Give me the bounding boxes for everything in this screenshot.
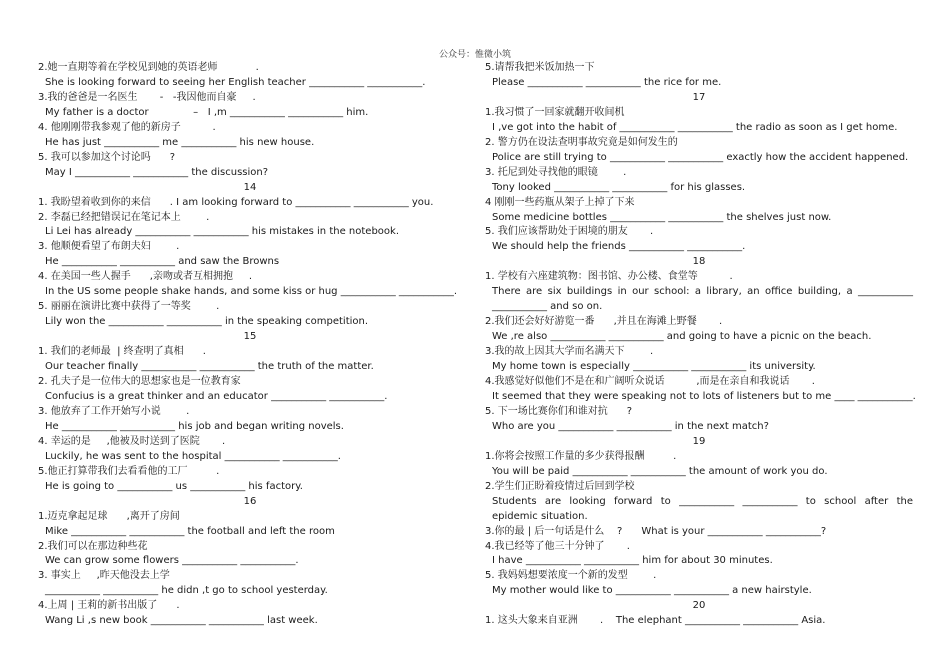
english-blank-sentence: There are six buildings in our school: a library, an office building, a ___________ bbox=[492, 286, 913, 298]
english-blank-sentence: May I ___________ ___________ the discussion? bbox=[45, 166, 269, 178]
page-header: 公众号：惟微小筑 bbox=[438, 50, 511, 60]
english-blank-sentence: Confucius is a great thinker and an educator ___________ ___________. bbox=[45, 390, 388, 402]
chinese-prompt: 5.他正打算带我们去看看他的工厂 . bbox=[38, 465, 220, 477]
english-blank-sentence: ___________ ___________ he didn ,t go to school yesterday. bbox=[45, 585, 328, 597]
chinese-prompt: 1. 我们的老师最 | 终查明了真相 . bbox=[38, 346, 206, 358]
chinese-prompt: 4.我已经等了他三十分钟了 . bbox=[485, 540, 630, 552]
english-blank-sentence: Wang Li ,s new book ___________ ___________ last week. bbox=[45, 615, 318, 627]
english-blank-sentence: Some medicine bottles ___________ ___________ the shelves just now. bbox=[492, 211, 832, 223]
english-blank-sentence: Police are still trying to ___________ ___________ exactly how the accident happened. bbox=[492, 151, 909, 163]
chinese-prompt: 1. 学校有六座建筑物：图书馆、办公楼、食堂等 . bbox=[485, 271, 733, 283]
chinese-prompt: 2. 李磊已经把错误记在笔记本上 . bbox=[38, 211, 210, 223]
chinese-prompt: 2.我们可以在那边种些花 bbox=[38, 540, 148, 552]
section-number: 14 bbox=[243, 181, 257, 193]
section-number: 16 bbox=[243, 495, 257, 507]
english-blank-sentence: Our teacher finally ___________ ___________ the truth of the matter. bbox=[45, 361, 374, 373]
english-blank-sentence: He ___________ ___________ and saw the Browns bbox=[45, 256, 280, 268]
chinese-prompt: 2.学生们正盼着疫情过后回到学校 bbox=[485, 480, 635, 492]
english-blank-sentence: epidemic situation. bbox=[492, 510, 588, 522]
right-column bbox=[485, 61, 916, 629]
english-blank-sentence: ___________ and so on. bbox=[492, 301, 603, 313]
chinese-prompt: 4. 幸运的是 ,他被及时送到了医院 . bbox=[38, 435, 226, 447]
english-blank-sentence: She is looking forward to seeing her English teacher ___________ ___________. bbox=[45, 76, 426, 88]
english-blank-sentence: We ,re also ___________ ___________ and going to have a picnic on the beach. bbox=[492, 331, 872, 343]
chinese-prompt: 3. 托尼到处寻找他的眼镜 . bbox=[485, 166, 627, 178]
chinese-prompt: 5.请帮我把米饭加热一下 bbox=[485, 62, 595, 73]
english-blank-sentence: My mother would like to ___________ ___________ a new hairstyle. bbox=[492, 585, 812, 597]
chinese-prompt: 5. 我可以参加这个讨论吗 ? bbox=[38, 151, 176, 163]
section-number: 17 bbox=[692, 91, 706, 103]
english-blank-sentence: It seemed that they were speaking not to lots of listeners but to me ____ ___________. bbox=[492, 390, 916, 402]
chinese-prompt: 3. 他放弃了工作开始写小说 . bbox=[38, 405, 190, 417]
english-blank-sentence: In the US some people shake hands, and some kiss or hug ___________ ___________. bbox=[45, 286, 458, 298]
chinese-prompt: 4. 他刚刚带我参观了他的新房子 . bbox=[38, 121, 216, 133]
section-number: 18 bbox=[692, 256, 706, 268]
chinese-prompt: 1. 这头大象来自亚洲 . The elephant ___________ ___________ Asia. bbox=[485, 615, 826, 627]
english-blank-sentence: Lily won the ___________ ___________ in the speaking competition. bbox=[45, 316, 369, 328]
english-blank-sentence: Tony looked ___________ ___________ for his glasses. bbox=[492, 181, 746, 193]
chinese-prompt: 4.我感觉好似他们不是在和广阔听众说话 ,而是在亲自和我说话 . bbox=[485, 376, 815, 388]
section-number: 20 bbox=[692, 600, 706, 612]
chinese-prompt: 3.你的最 | 后一句话是什么 ? What is your ___________ ___________? bbox=[485, 525, 827, 537]
left-column bbox=[38, 61, 462, 629]
section-number: 19 bbox=[692, 435, 706, 447]
chinese-prompt: 5. 下一场比赛你们和谁对抗 ? bbox=[485, 405, 633, 417]
chinese-prompt: 4.上周 | 王莉的新书出版了 . bbox=[38, 600, 180, 612]
chinese-prompt: 2. 警方仍在设法查明事故究竟是如何发生的 bbox=[485, 136, 678, 148]
english-blank-sentence: Students are looking forward to ___________ ___________ to school after the bbox=[492, 495, 913, 507]
english-blank-sentence: He has just ___________ me ___________ his new house. bbox=[45, 136, 315, 148]
chinese-prompt: 4. 在美国一些人握手 ,亲吻或者互相拥抱 . bbox=[38, 271, 253, 283]
chinese-prompt: 2.她一直期等着在学校见到她的英语老师 . bbox=[38, 62, 259, 73]
english-blank-sentence: We should help the friends ___________ ___________. bbox=[492, 241, 746, 253]
chinese-prompt: 1.你将会按照工作量的多少获得报酬 . bbox=[485, 450, 677, 462]
chinese-prompt: 3. 事实上 ,昨天他没去上学 bbox=[38, 570, 170, 582]
chinese-prompt: 5. 丽丽在演讲比赛中获得了一等奖 . bbox=[38, 301, 220, 313]
english-blank-sentence: We can grow some flowers ___________ ___________. bbox=[45, 555, 299, 567]
chinese-prompt: 2. 孔夫子是一位伟大的思想家也是一位教育家 bbox=[38, 376, 241, 388]
chinese-prompt: 1.我习惯了一回家就翻开收间机 bbox=[485, 106, 625, 118]
english-blank-sentence: Who are you ___________ ___________ in the next match? bbox=[492, 420, 769, 432]
english-blank-sentence: Please ___________ ___________ the rice for me. bbox=[492, 76, 722, 88]
english-blank-sentence: I ,ve got into the habit of ___________ ___________ the radio as soon as I get home. bbox=[492, 121, 898, 133]
english-blank-sentence: You will be paid ___________ ___________ the amount of work you do. bbox=[492, 465, 828, 477]
english-blank-sentence: I have ___________ ___________ him for about 30 minutes. bbox=[492, 555, 773, 567]
chinese-prompt: 3.我的爸爸是一名医生 - -我因他而自豪 . bbox=[38, 91, 256, 103]
english-blank-sentence: He is going to ___________ us ___________ his factory. bbox=[45, 480, 303, 492]
english-blank-sentence: He ___________ ___________ his job and began writing novels. bbox=[45, 420, 344, 432]
chinese-prompt: 5. 我们应该帮助处于困境的朋友 . bbox=[485, 226, 654, 238]
chinese-prompt: 3. 他顺便看望了布朗夫妇 . bbox=[38, 241, 180, 253]
english-blank-sentence: My father is a doctor – I ,m ___________ ___________ him. bbox=[45, 106, 369, 118]
chinese-prompt: 1.迈克拿起足球 ,离开了房间 bbox=[38, 510, 180, 522]
english-blank-sentence: Mike ___________ ___________ the football and left the room bbox=[45, 525, 335, 537]
chinese-prompt: 3.我的故上因其大学而名满天下 . bbox=[485, 346, 654, 358]
chinese-prompt: 4 刚刚一些药瓶从架子上掉了下来 bbox=[485, 196, 635, 208]
english-blank-sentence: My home town is especially ___________ ___________ its university. bbox=[492, 361, 816, 373]
chinese-prompt: 5. 我妈妈想要浓度一个新的发型 . bbox=[485, 570, 657, 582]
chinese-prompt: 1. 我盼望着收到你的来信 . I am looking forward to ___________ ___________ you. bbox=[38, 196, 434, 208]
english-blank-sentence: Li Lei has already ___________ ___________ his mistakes in the notebook. bbox=[45, 226, 399, 238]
english-blank-sentence: Luckily, he was sent to the hospital ___________ ___________. bbox=[45, 450, 341, 462]
chinese-prompt: 2.我们还会好好游览一番 ,并且在海滩上野餐 . bbox=[485, 316, 723, 328]
section-number: 15 bbox=[243, 331, 257, 343]
